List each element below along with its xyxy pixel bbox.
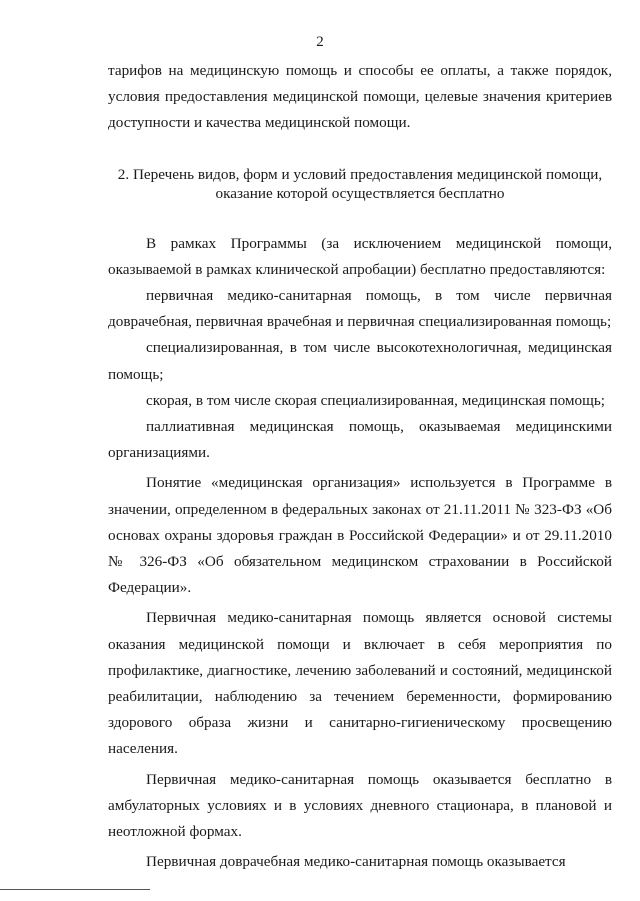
section-heading-line-1: 2. Перечень видов, форм и условий предоставления медицинской помощи, xyxy=(117,165,603,183)
paragraph-intro: В рамках Программы (за исключением медицинской помощи, оказываемой в рамках клинической апробации) бесплатно предоставляются: xyxy=(108,234,612,278)
paragraph-primary-care-free: Первичная медико-санитарная помощь оказывается бесплатно в амбулаторных условиях и в условиях дневного стационара, в плановой и неотложной формах. xyxy=(108,770,612,841)
list-item-palliative-care: паллиативная медицинская помощь, оказываемая медицинскими организациями. xyxy=(108,418,612,462)
paragraph-primary-care-basis: Первичная медико-санитарная помощь является основой системы оказания медицинской помощи и включает в себя мероприятия по профилактике, диагностике, лечению заболеваний и состояний, медицинской реабилитации, наблюдению за течением беременности, формированию здорового образа жизни и санитарно-гигиеническому просвещению населения. xyxy=(108,609,612,758)
list-item-specialized-care: специализированная, в том числе высокотехнологичная, медицинская помощь; xyxy=(108,339,612,383)
continuation-paragraph: тарифов на медицинскую помощь и способы ее оплаты, а также порядок, условия предоставления медицинской помощи, целевые значения критериев доступности и качества медицинской помощи. xyxy=(108,62,612,132)
list-item-primary-care: первичная медико-санитарная помощь, в том числе первичная доврачебная, первичная врачебная и первичная специализированная помощь; xyxy=(108,287,612,331)
paragraph-definition: Понятие «медицинская организация» используется в Программе в значении, определенном в федеральных законах от 21.11.2011 № 323-ФЗ «Об основах охраны здоровья граждан в Российской Федерации» и от 29.11.2010 № 326-ФЗ «Об обязательном медицинском страховании в Российской Федерации». xyxy=(108,474,612,597)
footer-rule xyxy=(0,889,150,890)
page-number: 2 xyxy=(316,34,324,50)
list-item-emergency-care: скорая, в том числе скорая специализированная, медицинская помощь; xyxy=(146,391,605,409)
section-heading-line-2: оказание которой осуществляется бесплатно xyxy=(215,184,505,202)
section-heading xyxy=(108,165,612,203)
document-body xyxy=(108,58,612,875)
paragraph-prehospital-care: Первичная доврачебная медико-санитарная помощь оказывается xyxy=(146,853,566,871)
